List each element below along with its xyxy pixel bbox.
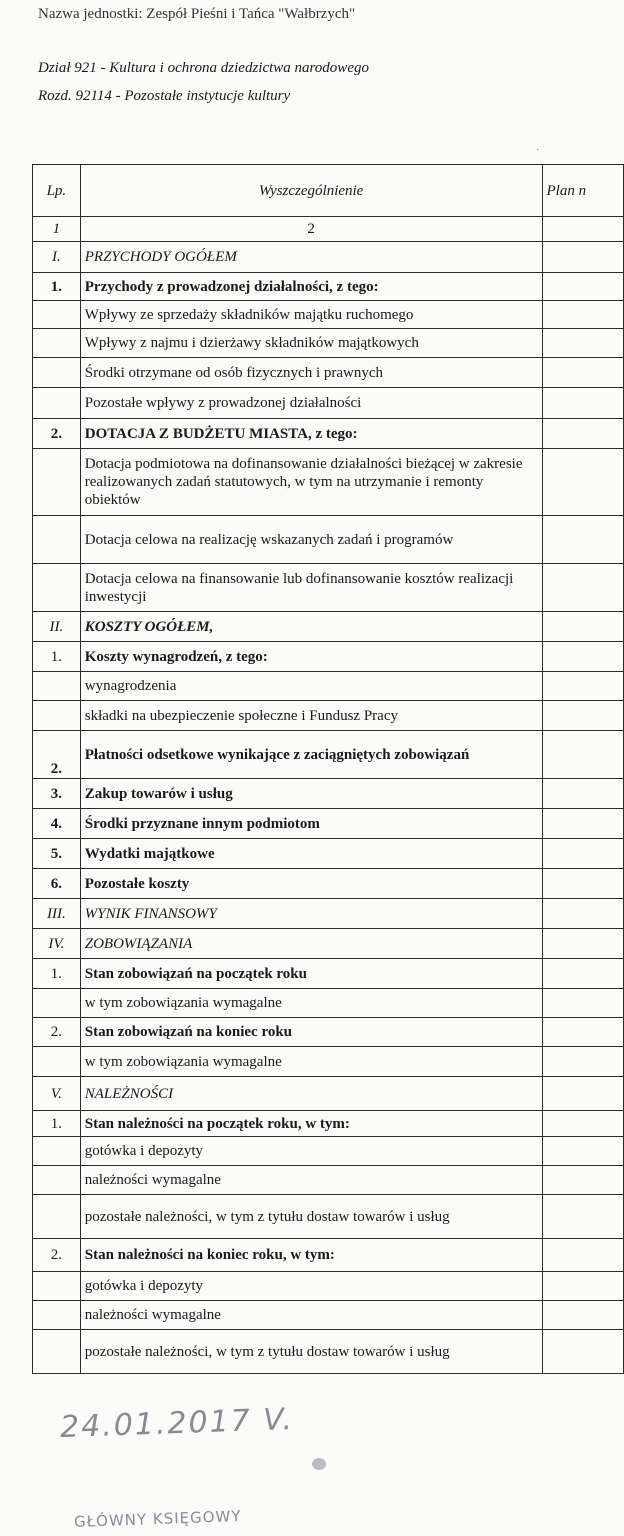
row-text: Przychody z prowadzonej działalności, z tego: [80,273,542,301]
row-lp: 6. [33,869,81,899]
table-row [33,701,624,731]
row-lp [33,449,81,516]
row-text: Zakup towarów i usług [80,779,542,809]
table-row [33,1137,624,1166]
row-value [542,989,623,1018]
table-row [33,1047,624,1077]
row-value [542,1195,623,1239]
row-lp [33,516,81,564]
row-lp [33,329,81,358]
row-lp [33,564,81,612]
row-value [542,642,623,672]
row-text: Wpływy z najmu i dzierżawy składników majątkowych [80,329,542,358]
row-lp: 1. [33,642,81,672]
row-value [542,419,623,449]
table-row [33,388,624,419]
table-row [33,449,624,516]
row-text: w tym zobowiązania wymagalne [80,1047,542,1077]
col-header-plan: Plan n [542,165,623,217]
row-text: Dotacja celowa na finansowanie lub dofinansowanie kosztów realizacji inwestycji [80,564,542,612]
table-row [33,869,624,899]
row-lp [33,1272,81,1301]
row-text: gotówka i depozyty [80,1272,542,1301]
table-row [33,989,624,1018]
row-lp [33,672,81,701]
financial-plan-table [32,164,624,1374]
row-text: składki na ubezpieczenie społeczne i Fundusz Pracy [80,701,542,731]
table-row [33,672,624,701]
table-row [33,1272,624,1301]
table-row [33,612,624,642]
row-value [542,1111,623,1137]
row-text: Stan zobowiązań na początek roku [80,959,542,989]
row-value [542,701,623,731]
row-text: NALEŻNOŚCI [80,1077,542,1111]
row-value [542,449,623,516]
row-lp [33,1301,81,1330]
row-lp: 1. [33,1111,81,1137]
table-row [33,642,624,672]
scan-mark: ˙ [536,148,540,159]
row-value [542,1239,623,1272]
table-row [33,1301,624,1330]
row-lp: 2. [33,1018,81,1047]
row-value [542,1330,623,1374]
row-text: DOTACJA Z BUDŻETU MIASTA, z tego: [80,419,542,449]
row-value [542,869,623,899]
table-row [33,1111,624,1137]
col-header-lp: Lp. [33,165,81,217]
accountant-stamp: GŁÓWNY KSIĘGOWY [73,1507,242,1531]
row-text: gotówka i depozyty [80,1137,542,1166]
row-value [542,1166,623,1195]
row-value [542,839,623,869]
row-lp: I. [33,242,81,273]
row-value [542,1047,623,1077]
table-row [33,959,624,989]
table-row [33,1166,624,1195]
row-text: wynagrodzenia [80,672,542,701]
row-text: pozostałe należności, w tym z tytułu dostaw towarów i usług [80,1330,542,1374]
row-text: Płatności odsetkowe wynikające z zaciągniętych zobowiązań [80,731,542,779]
row-value [542,959,623,989]
table-row [33,301,624,329]
row-value [542,612,623,642]
row-value [542,516,623,564]
row-lp [33,1047,81,1077]
row-text: WYNIK FINANSOWY [80,899,542,929]
table-row [33,1330,624,1374]
row-value [542,1301,623,1330]
row-value [542,1137,623,1166]
table-row [33,1195,624,1239]
table-row [33,731,624,779]
row-text: Środki otrzymane od osób fizycznych i prawnych [80,358,542,388]
row-value [542,1272,623,1301]
row-text: należności wymagalne [80,1166,542,1195]
ink-blot [312,1458,326,1470]
section-dzial: Dział 921 - Kultura i ochrona dziedzictwa narodowego [38,60,369,76]
row-lp [33,1137,81,1166]
row-lp: 4. [33,809,81,839]
row-text: Wpływy ze sprzedaży składników majątku ruchomego [80,301,542,329]
row-lp [33,989,81,1018]
row-text: Stan należności na początek roku, w tym: [80,1111,542,1137]
table-row [33,1239,624,1272]
row-lp: 2. [33,731,81,779]
table-row [33,1077,624,1111]
col-header-description: Wyszczególnienie [80,165,542,217]
row-text: Stan należności na koniec roku, w tym: [80,1239,542,1272]
table-row [33,839,624,869]
row-lp: 2. [33,419,81,449]
row-text: pozostałe należności, w tym z tytułu dostaw towarów i usług [80,1195,542,1239]
row-text: w tym zobowiązania wymagalne [80,989,542,1018]
table-row [33,516,624,564]
row-value [542,358,623,388]
table-row [33,242,624,273]
row-lp: 3. [33,779,81,809]
row-lp: III. [33,899,81,929]
table-row [33,929,624,959]
row-lp [33,1166,81,1195]
index-row [33,217,624,242]
row-lp [33,358,81,388]
row-lp [33,701,81,731]
row-value [542,301,623,329]
row-text: należności wymagalne [80,1301,542,1330]
row-lp: II. [33,612,81,642]
table-row [33,779,624,809]
row-lp: 5. [33,839,81,869]
row-value [542,929,623,959]
row-text: KOSZTY OGÓŁEM, [80,612,542,642]
table-row [33,809,624,839]
row-text: Pozostałe koszty [80,869,542,899]
table-row [33,273,624,301]
row-text: Koszty wynagrodzeń, z tego: [80,642,542,672]
row-value [542,1018,623,1047]
row-value [542,731,623,779]
row-lp: V. [33,1077,81,1111]
row-value [542,273,623,301]
section-rozdzial: Rozd. 92114 - Pozostałe instytucje kultury [38,88,291,104]
row-lp [33,388,81,419]
row-text: ZOBOWIĄZANIA [80,929,542,959]
row-text: Środki przyznane innym podmiotom [80,809,542,839]
table-row [33,358,624,388]
row-lp: 1. [33,959,81,989]
row-value [542,388,623,419]
row-text: Dotacja celowa na realizację wskazanych zadań i programów [80,516,542,564]
table-row [33,564,624,612]
row-lp [33,301,81,329]
row-lp: IV. [33,929,81,959]
unit-name: Nazwa jednostki: Zespół Pieśni i Tańca "Wałbrzych" [38,6,356,22]
row-lp: 2. [33,1239,81,1272]
row-value [542,329,623,358]
handwritten-date: 24.01.2017 V. [59,1401,295,1446]
row-text: Dotacja podmiotowa na dofinansowanie działalności bieżącej w zakresie realizowanych zadań statutowych, w tym na utrzymanie i remonty obiektów [80,449,542,516]
table-row [33,329,624,358]
row-value [542,899,623,929]
row-value [542,242,623,273]
row-text: Stan zobowiązań na koniec roku [80,1018,542,1047]
row-value [542,1077,623,1111]
table-row [33,419,624,449]
table-header-row [33,165,624,217]
row-lp: 1. [33,273,81,301]
row-value [542,809,623,839]
row-value [542,779,623,809]
row-lp [33,1195,81,1239]
row-text: Pozostałe wpływy z prowadzonej działalności [80,388,542,419]
row-text: Wydatki majątkowe [80,839,542,869]
index-cell [542,217,623,242]
index-cell: 2 [80,217,542,242]
row-lp [33,1330,81,1374]
row-text: PRZYCHODY OGÓŁEM [80,242,542,273]
table-row [33,1018,624,1047]
index-cell: 1 [33,217,81,242]
table-row [33,899,624,929]
row-value [542,672,623,701]
row-value [542,564,623,612]
